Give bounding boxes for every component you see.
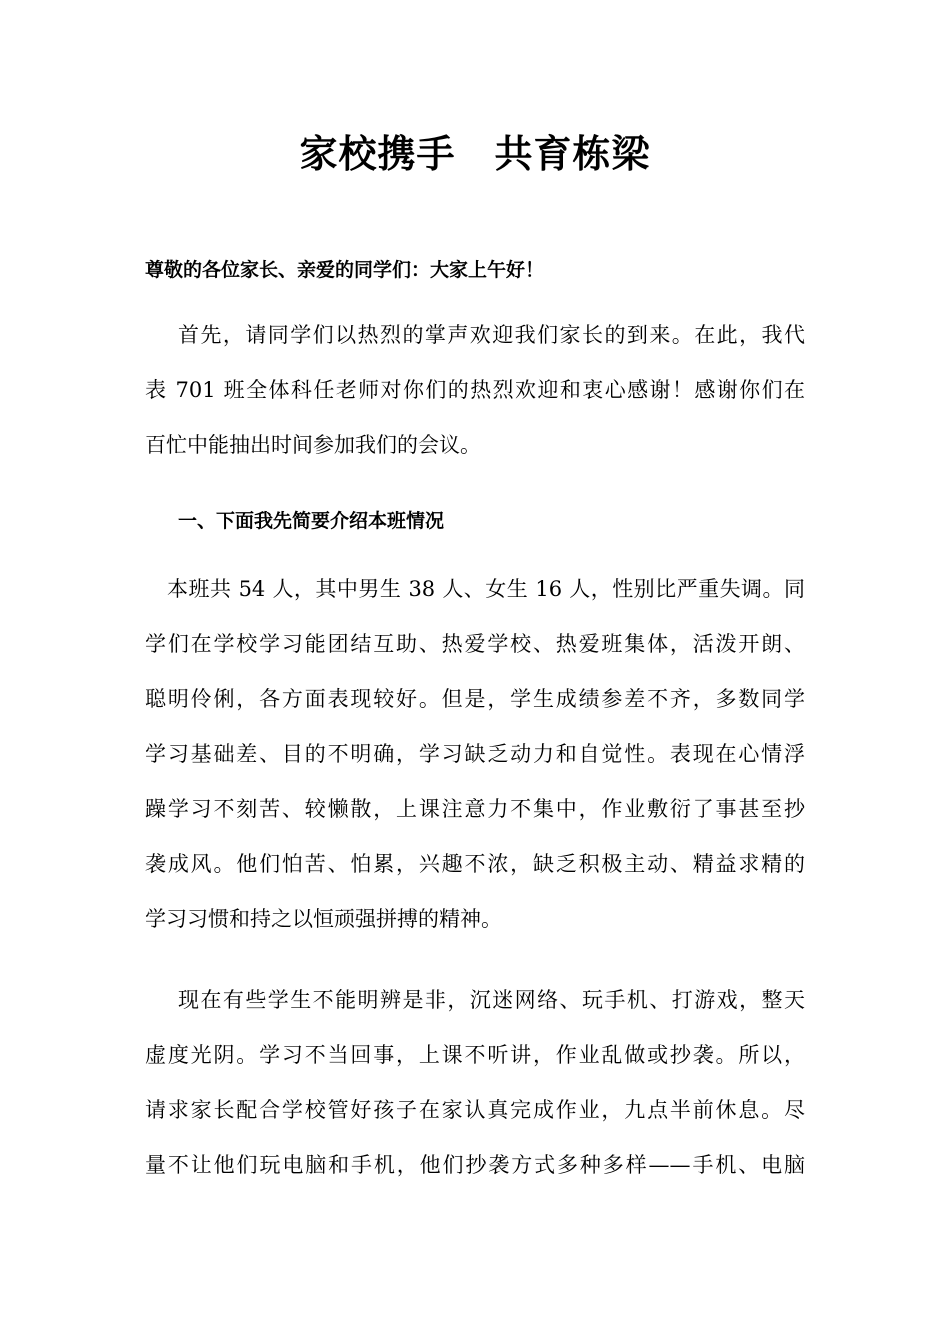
paragraph-line: 学习基础差、目的不明确，学习缺乏动力和自觉性。表现在心情浮 [145, 742, 805, 766]
paragraph-line: 虚度光阴。学习不当回事，上课不听讲，作业乱做或抄袭。所以， [145, 1043, 805, 1067]
paragraph-line: 请求家长配合学校管好孩子在家认真完成作业，九点半前休息。尽 [145, 1098, 805, 1122]
paragraph-student-issues [145, 973, 805, 1193]
paragraph-line: 量不让他们玩电脑和手机，他们抄袭方式多种多样——手机、电脑 [145, 1153, 805, 1177]
paragraph-class-overview [145, 562, 805, 947]
paragraph-line: 聪明伶俐，各方面表现较好。但是，学生成绩参差不齐，多数同学 [145, 687, 805, 711]
paragraph-line: 学们在学校学习能团结互助、热爱学校、热爱班集体，活泼开朗、 [145, 632, 805, 656]
paragraph-line: 学习习惯和持之以恒顽强拼搏的精神。 [145, 907, 502, 931]
paragraph-line: 本班共 54 人，其中男生 38 人、女生 16 人，性别比严重失调。同 [167, 577, 805, 601]
greeting: 尊敬的各位家长、亲爱的同学们：大家上午好！ [145, 259, 545, 281]
section-heading: 一、下面我先简要介绍本班情况 [178, 510, 445, 532]
paragraph-line: 躁学习不刻苦、较懒散，上课注意力不集中，作业敷衍了事甚至抄 [145, 797, 805, 821]
paragraph-line: 现在有些学生不能明辨是非，沉迷网络、玩手机、打游戏，整天 [178, 988, 805, 1012]
paragraph-line: 袭成风。他们怕苦、怕累，兴趣不浓，缺乏积极主动、精益求精的 [145, 852, 805, 876]
paragraph-line: 首先，请同学们以热烈的掌声欢迎我们家长的到来。在此，我代 [178, 323, 805, 347]
paragraph-welcome [145, 308, 805, 473]
paragraph-line: 百忙中能抽出时间参加我们的会议。 [145, 433, 481, 457]
paragraph-line: 表 701 班全体科任老师对你们的热烈欢迎和衷心感谢！感谢你们在 [145, 378, 805, 402]
document-title: 家校携手 共育栋梁 [299, 131, 651, 176]
